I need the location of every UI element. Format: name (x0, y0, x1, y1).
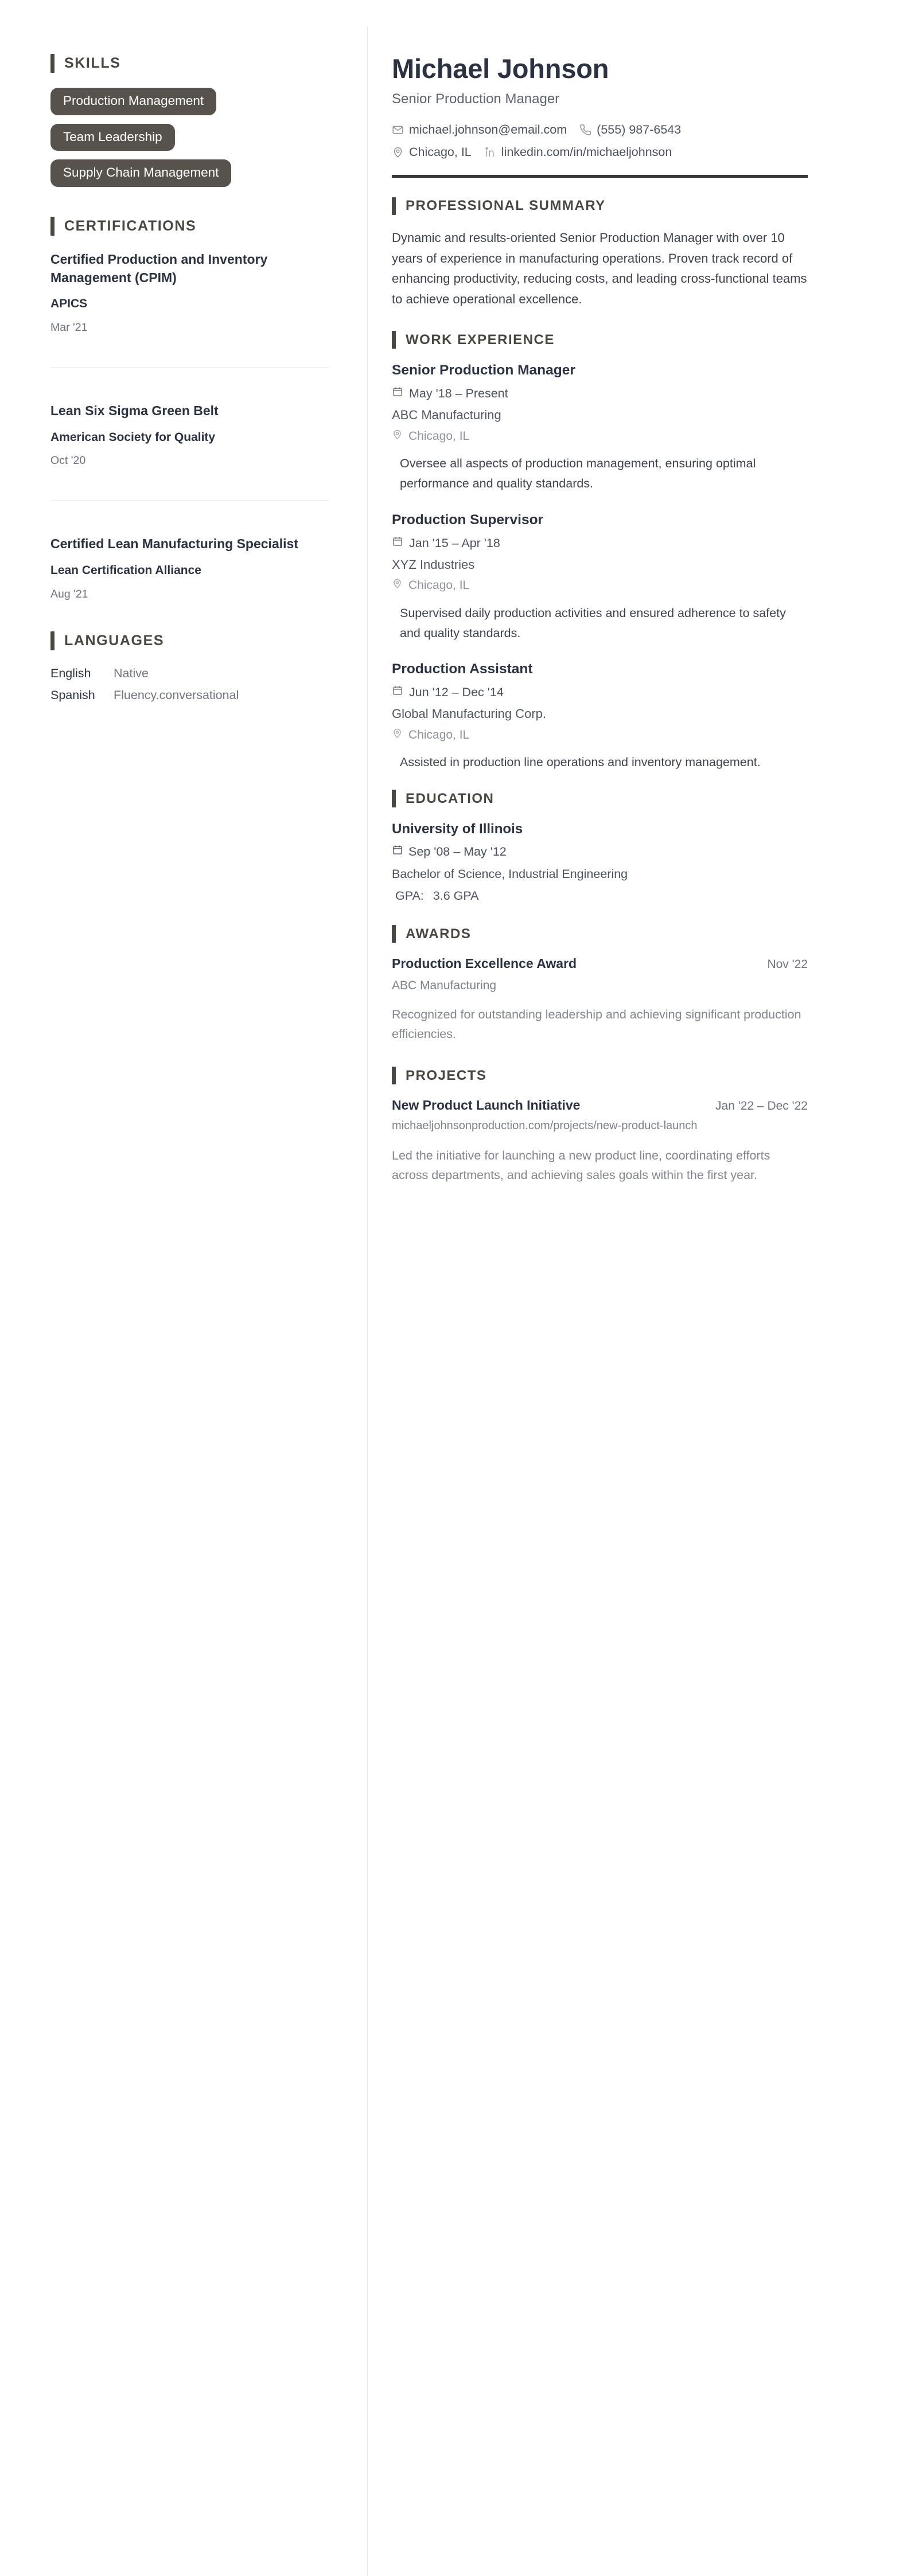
skill-chip[interactable]: Supply Chain Management (50, 159, 231, 187)
certification-item (50, 402, 329, 468)
map-pin-icon (392, 428, 403, 444)
project-header-row (392, 1097, 808, 1114)
education-gpa-value: 3.6 GPA (433, 889, 479, 903)
resume-header (392, 54, 808, 178)
contact-phone-text: (555) 987-6543 (597, 123, 682, 137)
section-professional-summary (392, 197, 808, 310)
job-company: Global Manufacturing Corp. (392, 707, 547, 721)
award-header-row (392, 955, 808, 973)
contact-email-text: michael.johnson@email.com (409, 123, 567, 137)
award-name: Production Excellence Award (392, 956, 577, 971)
sidebar (0, 26, 367, 704)
language-item (50, 665, 329, 682)
accent-bar-icon (392, 1067, 396, 1084)
education-title: EDUCATION (406, 790, 495, 806)
contact-linkedin[interactable] (484, 145, 672, 161)
map-pin-icon (392, 146, 404, 158)
map-pin-icon (392, 727, 403, 743)
project-name: New Product Launch Initiative (392, 1098, 581, 1113)
accent-bar-icon (392, 790, 396, 807)
skills-title: SKILLS (64, 55, 121, 71)
section-projects (392, 1067, 808, 1185)
language-level: Native (114, 666, 149, 680)
job-location: Chicago, IL (408, 728, 470, 742)
contact-location (392, 145, 472, 161)
section-awards (392, 925, 808, 1044)
job-company: XYZ Industries (392, 557, 475, 572)
certification-issuer: Lean Certification Alliance (50, 564, 201, 577)
certification-name: Certified Production and Inventory Management (CPIM) (50, 251, 268, 285)
job-location-row (392, 727, 808, 743)
job-dates: May '18 – Present (409, 387, 508, 401)
job-location: Chicago, IL (408, 579, 470, 592)
projects-heading (392, 1067, 808, 1084)
divider (50, 500, 329, 501)
skill-chip[interactable]: Team Leadership (50, 124, 175, 151)
award-description: Recognized for outstanding leadership and achieving significant production efficiencies. (392, 1007, 801, 1041)
projects-title: PROJECTS (406, 1067, 487, 1083)
job-location-row (392, 428, 808, 444)
certification-date: Oct '20 (50, 454, 86, 467)
summary-title: PROFESSIONAL SUMMARY (406, 198, 606, 214)
certification-issuer: APICS (50, 297, 88, 311)
skills-chip-list (50, 88, 329, 187)
job-location: Chicago, IL (408, 429, 470, 443)
job-dates-row (392, 385, 808, 402)
spacer (50, 602, 329, 631)
contact-location-text: Chicago, IL (409, 145, 472, 159)
certification-date: Mar '21 (50, 321, 88, 334)
job-role: Production Assistant (392, 661, 533, 677)
candidate-headline: Senior Production Manager (392, 91, 560, 107)
contact-email[interactable] (392, 122, 567, 138)
linkedin-icon (484, 146, 496, 158)
job-company: ABC Manufacturing (392, 408, 501, 423)
header-rule (392, 175, 808, 178)
sidebar-section-skills (50, 54, 329, 187)
spacer (50, 187, 329, 217)
award-item (392, 955, 808, 1044)
experience-item (392, 660, 808, 772)
section-work-experience (392, 331, 808, 772)
candidate-name: Michael Johnson (392, 53, 609, 84)
education-heading (392, 790, 808, 807)
certification-item (50, 251, 329, 335)
education-school: University of Illinois (392, 821, 523, 837)
project-item (392, 1097, 808, 1185)
job-role: Production Supervisor (392, 512, 544, 528)
job-dates: Jun '12 – Dec '14 (409, 685, 504, 700)
language-name: Spanish (50, 688, 95, 702)
main-column (368, 26, 911, 1190)
section-education (392, 790, 808, 904)
summary-heading (392, 197, 808, 215)
project-url[interactable]: michaeljohnsonproduction.com/projects/new-product-launch (392, 1119, 698, 1133)
accent-bar-icon (392, 925, 396, 943)
language-level: Fluency.conversational (114, 688, 239, 702)
job-location-row (392, 577, 808, 594)
job-description: Supervised daily production activities and ensured adherence to safety and quality standards. (400, 606, 786, 640)
job-description: Oversee all aspects of production management, ensuring optimal performance and quality standards. (400, 456, 756, 491)
project-description: Led the initiative for launching a new product line, coordinating efforts across departments, and achieving sales goals within the first year. (392, 1148, 770, 1182)
accent-bar-icon (50, 217, 54, 236)
awards-title: AWARDS (406, 926, 472, 942)
skill-chip[interactable]: Production Management (50, 88, 216, 115)
calendar-icon (392, 385, 403, 402)
accent-bar-icon (392, 197, 396, 215)
divider (50, 367, 329, 368)
certification-name: Lean Six Sigma Green Belt (50, 403, 219, 419)
calendar-icon (392, 684, 403, 701)
education-gpa-row (392, 888, 808, 904)
experience-item (392, 511, 808, 643)
accent-bar-icon (50, 631, 54, 650)
job-description: Assisted in production line operations and inventory management. (400, 755, 761, 770)
education-gpa-label: GPA: (395, 889, 424, 903)
languages-heading (50, 631, 329, 650)
project-dates: Jan '22 – Dec '22 (715, 1099, 808, 1113)
contact-linkedin-text: linkedin.com/in/michaeljohnson (501, 145, 672, 159)
job-dates-row (392, 684, 808, 701)
accent-bar-icon (50, 54, 54, 73)
languages-title: LANGUAGES (64, 632, 165, 649)
phone-icon (579, 124, 591, 136)
education-dates-row (392, 844, 808, 860)
education-degree: Bachelor of Science, Industrial Engineering (392, 867, 628, 881)
certification-item (50, 535, 329, 601)
award-date: Nov '22 (767, 958, 808, 971)
certification-list (50, 251, 329, 602)
accent-bar-icon (392, 331, 396, 349)
certification-date: Aug '21 (50, 587, 88, 600)
contact-row-primary (392, 122, 808, 138)
summary-text: Dynamic and results-oriented Senior Production Manager with over 10 years of experience in manufacturing operations. Proven track record of enhancing productivity, reducing costs, and leading cross-functional teams to achieve operational excellence. (392, 230, 807, 306)
calendar-icon (392, 844, 403, 860)
job-dates: Jan '15 – Apr '18 (409, 536, 500, 550)
certifications-title: CERTIFICATIONS (64, 217, 197, 234)
calendar-icon (392, 535, 403, 552)
sidebar-section-languages (50, 631, 329, 704)
map-pin-icon (392, 577, 403, 594)
envelope-icon (392, 124, 404, 136)
experience-item (392, 361, 808, 494)
education-dates: Sep '08 – May '12 (408, 845, 507, 859)
experience-heading (392, 331, 808, 349)
language-list (50, 665, 329, 704)
contact-phone[interactable] (579, 122, 681, 138)
job-dates-row (392, 535, 808, 552)
certification-name: Certified Lean Manufacturing Specialist (50, 536, 298, 552)
certification-issuer: American Society for Quality (50, 430, 216, 444)
experience-title: WORK EXPERIENCE (406, 331, 555, 348)
awards-heading (392, 925, 808, 943)
skills-heading (50, 54, 329, 73)
sidebar-section-certifications (50, 217, 329, 602)
language-name: English (50, 666, 91, 680)
award-issuer: ABC Manufacturing (392, 979, 497, 993)
contact-row-secondary (392, 145, 808, 161)
job-role: Senior Production Manager (392, 362, 575, 378)
language-item (50, 687, 329, 704)
certifications-heading (50, 217, 329, 236)
